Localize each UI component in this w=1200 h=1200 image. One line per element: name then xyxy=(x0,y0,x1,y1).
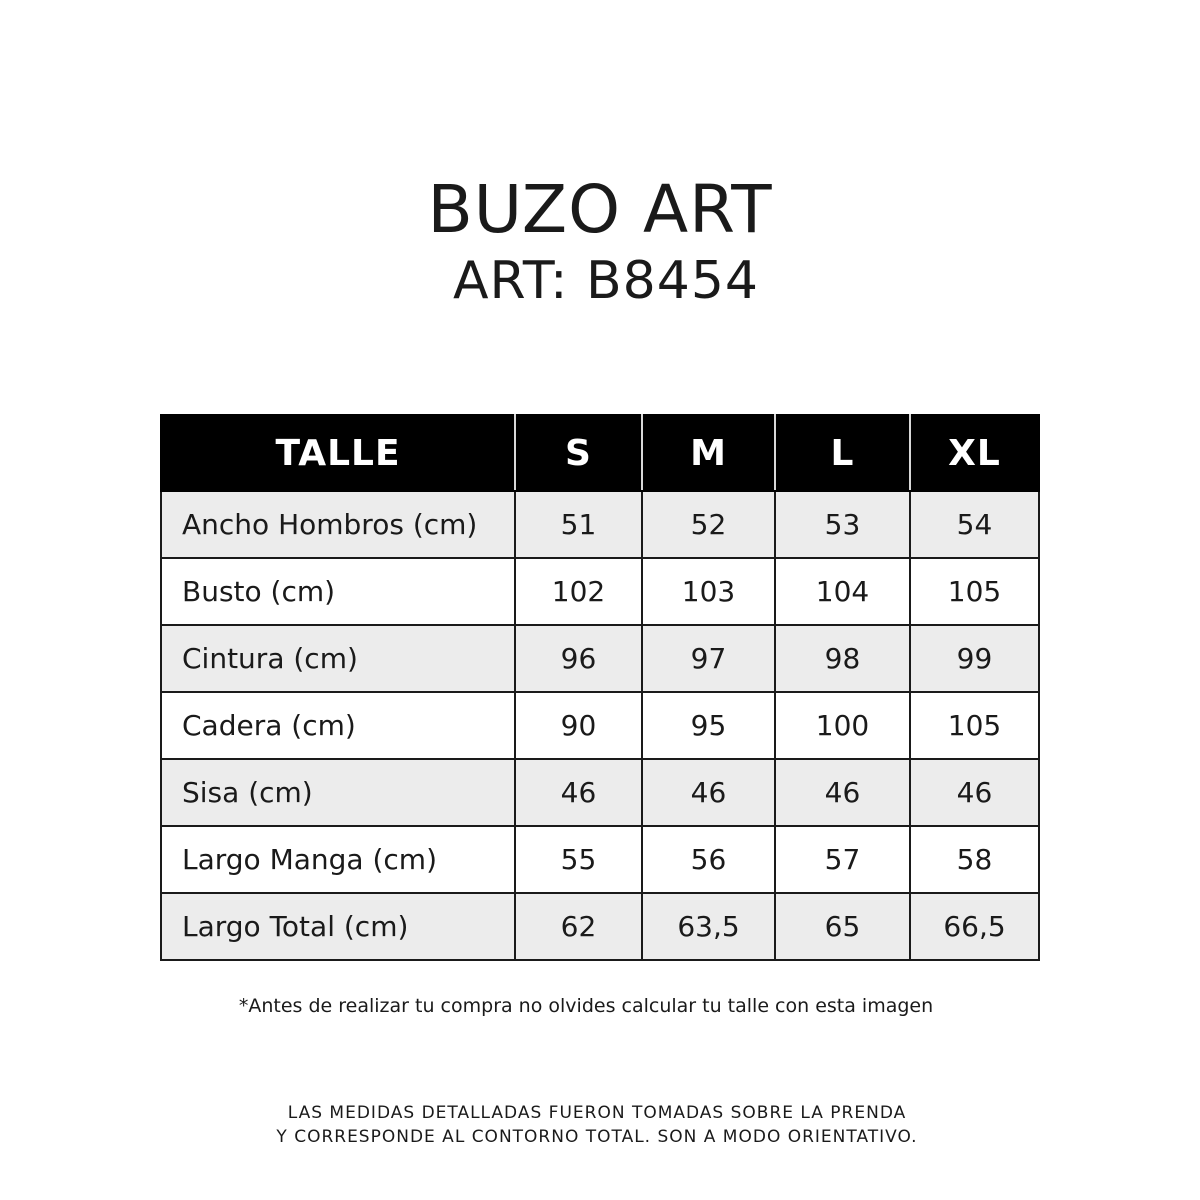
measurement-value: 65 xyxy=(775,893,910,960)
disclaimer-line-1: LAS MEDIDAS DETALLADAS FUERON TOMADAS SOBRE LA PRENDA xyxy=(287,1103,907,1123)
table-row xyxy=(161,759,1039,826)
measurement-value: 46 xyxy=(515,759,642,826)
column-header-l: L xyxy=(775,415,910,491)
measurement-label: Sisa (cm) xyxy=(161,759,515,826)
measurement-value: 97 xyxy=(642,625,775,692)
measurement-value: 56 xyxy=(642,826,775,893)
measurement-value: 46 xyxy=(642,759,775,826)
measurement-value: 57 xyxy=(775,826,910,893)
measurement-label: Largo Manga (cm) xyxy=(161,826,515,893)
column-header-talle: TALLE xyxy=(161,415,515,491)
measurement-value: 102 xyxy=(515,558,642,625)
table-row xyxy=(161,826,1039,893)
column-header-xl: XL xyxy=(910,415,1039,491)
disclaimer-line-2: Y CORRESPONDE AL CONTORNO TOTAL. SON A MODO ORIENTATIVO. xyxy=(276,1127,918,1147)
measurement-label: Ancho Hombros (cm) xyxy=(161,491,515,558)
article-code: ART: B8454 xyxy=(452,251,760,311)
measurement-value: 103 xyxy=(642,558,775,625)
table-row xyxy=(161,491,1039,558)
measurement-value: 66,5 xyxy=(910,893,1039,960)
measurement-value: 63,5 xyxy=(642,893,775,960)
table-row xyxy=(161,893,1039,960)
table-row xyxy=(161,558,1039,625)
measurement-value: 98 xyxy=(775,625,910,692)
sizing-note: *Antes de realizar tu compra no olvides calcular tu talle con esta imagen xyxy=(238,995,934,1017)
measurement-value: 90 xyxy=(515,692,642,759)
measurement-value: 104 xyxy=(775,558,910,625)
table-row xyxy=(161,692,1039,759)
measurement-disclaimer xyxy=(0,1101,1194,1149)
measurement-label: Largo Total (cm) xyxy=(161,893,515,960)
size-chart-header xyxy=(161,415,1039,491)
measurement-value: 51 xyxy=(515,491,642,558)
measurement-value: 105 xyxy=(910,558,1039,625)
table-row xyxy=(161,625,1039,692)
measurement-value: 55 xyxy=(515,826,642,893)
size-chart-body xyxy=(161,491,1039,960)
column-header-m: M xyxy=(642,415,775,491)
measurement-value: 46 xyxy=(910,759,1039,826)
size-chart-table xyxy=(160,414,1040,961)
column-header-s: S xyxy=(515,415,642,491)
measurement-value: 52 xyxy=(642,491,775,558)
measurement-value: 99 xyxy=(910,625,1039,692)
measurement-value: 95 xyxy=(642,692,775,759)
measurement-value: 46 xyxy=(775,759,910,826)
measurement-value: 53 xyxy=(775,491,910,558)
measurement-value: 54 xyxy=(910,491,1039,558)
header-row xyxy=(161,415,1039,491)
measurement-label: Cadera (cm) xyxy=(161,692,515,759)
measurement-value: 58 xyxy=(910,826,1039,893)
measurement-value: 100 xyxy=(775,692,910,759)
page-title: BUZO ART xyxy=(427,171,773,248)
measurement-value: 105 xyxy=(910,692,1039,759)
measurement-label: Cintura (cm) xyxy=(161,625,515,692)
measurement-value: 62 xyxy=(515,893,642,960)
measurement-label: Busto (cm) xyxy=(161,558,515,625)
measurement-value: 96 xyxy=(515,625,642,692)
